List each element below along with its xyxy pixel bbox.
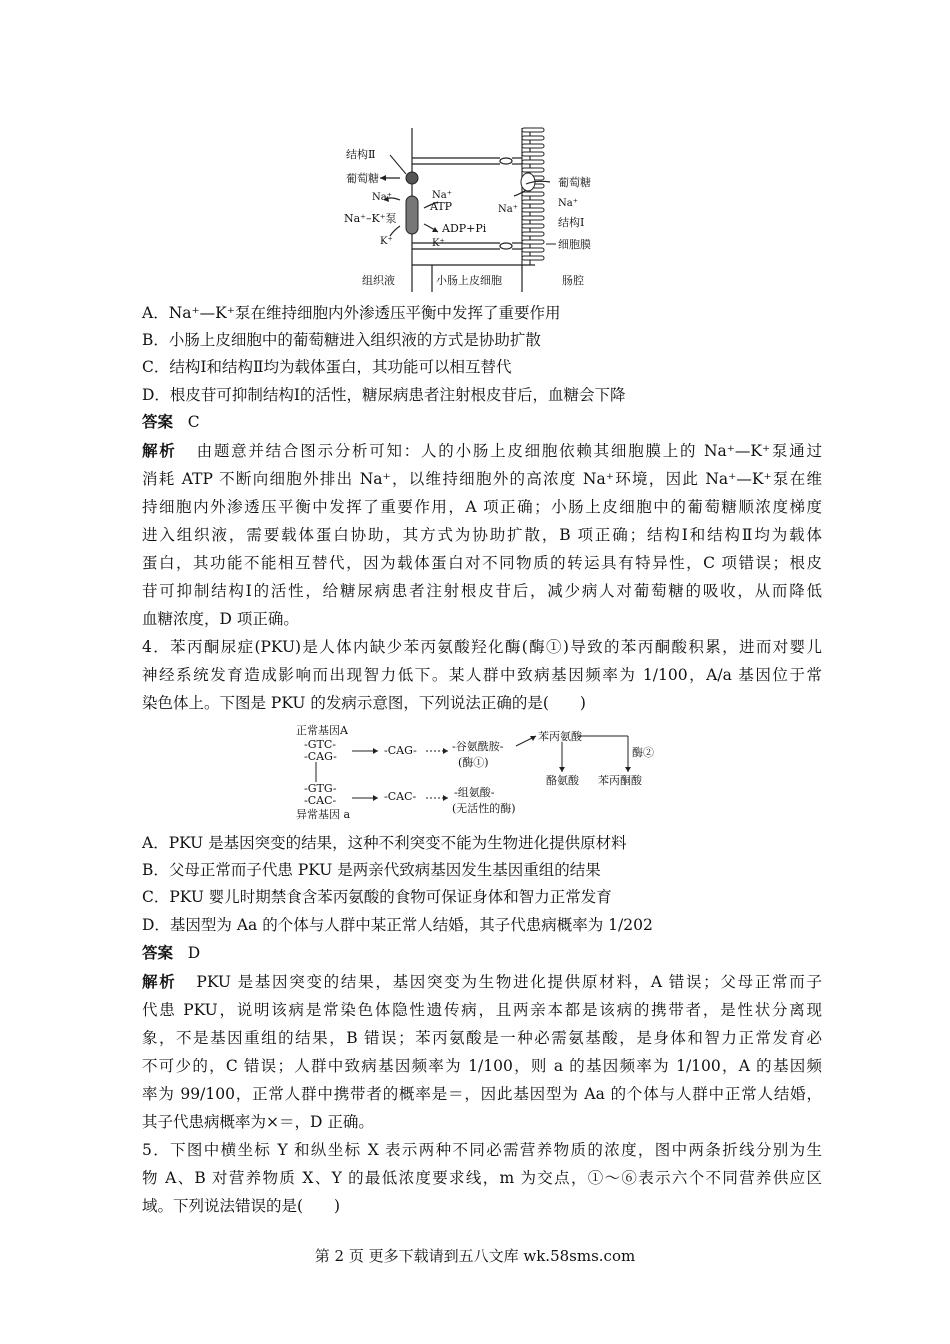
label-cag-mid: -CAG- <box>384 744 417 757</box>
q4-analysis-line-5: 率为 99/100，正常人群中携带者的概率是＝，因此基因型为 Aa 的个体与人群中正常人结婚， <box>142 1085 822 1103</box>
label-membrane: 细胞膜 <box>558 238 591 251</box>
label-cac-mid: -CAC- <box>384 790 417 803</box>
q4-analysis-line-3: 象，不是基因重组的结果，B 错误；苯丙氨酸是一种必需氨基酸，是身体和智力正常发育必 <box>142 1029 822 1047</box>
label-na-right-b: Na⁺ <box>558 198 578 209</box>
q3-answer <box>142 411 822 433</box>
label-glutamine: -谷氨酰胺- <box>452 740 504 753</box>
label-phenylpyruvic-acid: 苯丙酮酸 <box>598 774 642 787</box>
q5-stem-line-2: 物 A、B 对营养物质 X、Y 的最低浓度要求线，m 为交点，①～⑥表示六个不同营养供应区 <box>142 1169 822 1187</box>
label-na-b: Na⁺ <box>432 190 452 201</box>
label-pump: Na⁺–K⁺泵 <box>344 212 397 225</box>
q4-stem-line-2: 神经系统发育造成影响而出现智力低下。某人群中致病基因频率为 1/100，A/a 基因位于常 <box>142 666 822 684</box>
q4-analysis-line-4: 不可少的，C 错误；人群中致病基因频率为 1/100，则 a 的基因频率为 1/100，A 的基因频 <box>142 1057 822 1075</box>
q3-analysis-line-6: 苷可抑制结构Ⅰ的活性，给糖尿病患者注射根皮苷后，减少病人对葡萄糖的吸收，从而降低 <box>142 582 822 600</box>
label-structure-1: 结构Ⅰ <box>558 216 585 229</box>
q4-stem-line-1: 4．苯丙酮尿症(PKU)是人体内缺少苯丙氨酸羟化酶(酶①)导致的苯丙酮酸积累，进而对婴儿 <box>142 638 822 656</box>
label-k-right: K⁺ <box>432 238 445 249</box>
label-na-a: Na⁺ <box>372 192 392 203</box>
label-tyrosine: 酪氨酸 <box>546 774 579 787</box>
label-adp: ADP+Pi <box>442 222 487 235</box>
label-tissue-fluid: 组织液 <box>362 274 395 287</box>
q3-analysis-text-1: 由题意并结合图示分析可知：人的小肠上皮细胞依赖其细胞膜上的 Na⁺—K⁺泵通过 <box>196 442 822 460</box>
q3-analysis-line-3: 持细胞内外渗透压平衡中发挥了重要作用，A 项正确；小肠上皮细胞中的葡萄糖顺浓度梯度 <box>142 498 822 516</box>
q4-option-c: C．PKU 婴儿时期禁食含苯丙氨酸的食物可保证身体和智力正常发育 <box>142 888 612 906</box>
q5-stem-line-1: 5．下图中横坐标 Y 和纵坐标 X 表示两种不同必需营养物质的浓度，图中两条折线分别为生 <box>142 1141 822 1159</box>
q3-option-a: A．Na⁺—K⁺泵在维持细胞内外渗透压平衡中发挥了重要作用 <box>142 304 561 322</box>
label-normal-gene: 正常基因A <box>296 724 348 737</box>
q4-analysis-line-6: 其子代患病概率为×＝，D 正确。 <box>142 1113 374 1131</box>
transport-diagram <box>340 120 620 296</box>
label-abnormal-gene: 异常基因 a <box>296 808 351 821</box>
q3-analysis-label: 解析 <box>142 441 177 460</box>
label-glucose-left: 葡萄糖 <box>346 172 379 185</box>
label-gtc: -GTC- <box>304 738 336 751</box>
label-enzyme-1: (酶①) <box>458 756 489 769</box>
q3-option-d: D．根皮苷可抑制结构Ⅰ的活性，糖尿病患者注射根皮苷后，血糖会下降 <box>142 386 626 404</box>
q4-option-a: A．PKU 是基因突变的结果，这种不利突变不能为生物进化提供原材料 <box>142 834 627 852</box>
q3-analysis-line-5: 蛋白，其功能不能相互替代，因为载体蛋白对不同物质的转运具有特异性，C 项错误；根皮 <box>142 554 822 572</box>
q5-stem-line-3: 域。下列说法错误的是( ) <box>142 1197 341 1215</box>
q4-answer <box>142 942 822 964</box>
label-structure-2: 结构Ⅱ <box>346 148 376 161</box>
q4-analysis-line-2: 代患 PKU，说明该病是常染色体隐性遗传病，且两亲本都是该病的携带者，是性状分离现 <box>142 1001 822 1019</box>
q3-analysis-line-1 <box>142 440 822 462</box>
q4-option-d: D．基因型为 Aa 的个体与人群中某正常人结婚，其子代患病概率为 1/202 <box>142 916 653 934</box>
label-k-left: K⁺ <box>380 236 393 247</box>
label-phenylalanine: 苯丙氨酸 <box>538 730 582 743</box>
label-inactive-enzyme: (无活性的酶) <box>452 802 516 815</box>
q4-answer-label: 答案 <box>142 943 174 962</box>
q4-analysis-label: 解析 <box>142 972 177 991</box>
label-glucose-right: 葡萄糖 <box>558 176 591 189</box>
q3-analysis-line-4: 进入组织液，需要载体蛋白协助，其方式为协助扩散，B 项正确；结构Ⅰ和结构Ⅱ均为载体 <box>142 526 822 544</box>
label-atp: ATP <box>430 200 453 213</box>
label-enzyme-2: 酶② <box>632 746 654 759</box>
q3-option-c: C．结构Ⅰ和结构Ⅱ均为载体蛋白，其功能可以相互替代 <box>142 358 512 376</box>
label-cag-top: -CAG- <box>304 750 337 763</box>
label-cac-left: -CAC- <box>304 794 337 807</box>
q3-answer-label: 答案 <box>142 412 174 431</box>
label-epithelial-cell: 小肠上皮细胞 <box>436 274 502 287</box>
q4-option-b: B．父母正常而子代患 PKU 是两亲代致病基因发生基因重组的结果 <box>142 861 601 879</box>
q4-answer-value: D <box>187 944 201 962</box>
q3-answer-value: C <box>187 413 200 431</box>
q3-analysis-line-7: 血糖浓度，D 项正确。 <box>142 610 299 628</box>
label-histidine: -组氨酸- <box>454 786 495 799</box>
q4-stem-line-3: 染色体上。下图是 PKU 的发病示意图，下列说法正确的是( ) <box>142 694 586 712</box>
q4-analysis-text-1: PKU 是基因突变的结果，基因突变为生物进化提供原材料，A 错误；父母正常而子 <box>196 973 822 991</box>
label-gtg: -GTG- <box>304 782 337 795</box>
page-footer: 第 2 页 更多下载请到五八文库 wk.58sms.com <box>314 1247 636 1265</box>
q3-analysis-line-2: 消耗 ATP 不断向细胞外排出 Na⁺，以维持细胞外的高浓度 Na⁺环境，因此 Na⁺—K⁺泵在维 <box>142 470 822 488</box>
label-intestine-lumen: 肠腔 <box>562 274 584 287</box>
q3-option-b: B．小肠上皮细胞中的葡萄糖进入组织液的方式是协助扩散 <box>142 331 541 349</box>
label-na-right-a: Na⁺ <box>498 204 518 215</box>
q4-analysis-line-1 <box>142 971 822 993</box>
pku-pathway-diagram <box>292 722 662 822</box>
